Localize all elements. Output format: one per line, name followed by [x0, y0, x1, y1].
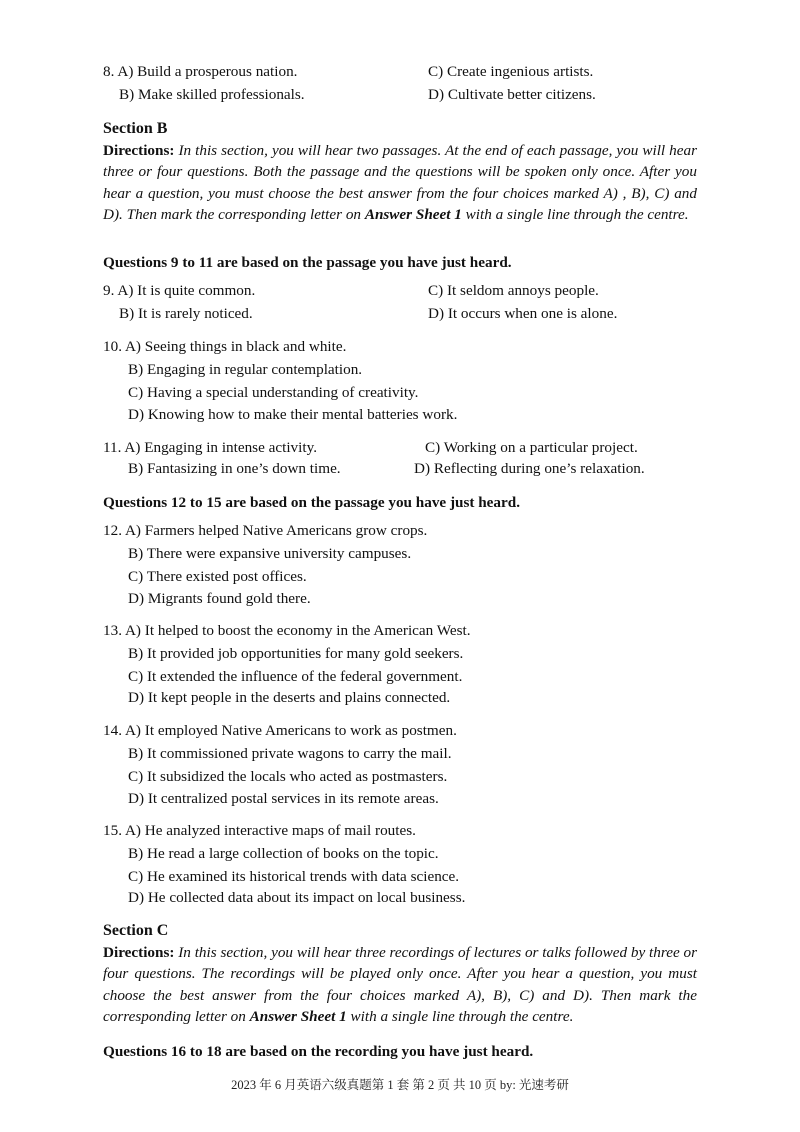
q12-option-b: B) There were expansive university campuses. — [128, 545, 412, 562]
section-c-directions-label: Directions: — [103, 944, 175, 961]
q11-option-b: B) Fantasizing in one’s down time. — [128, 460, 341, 477]
q9-option-b: B) It is rarely noticed. — [119, 305, 253, 322]
q11-option-c: C) Working on a particular project. — [425, 439, 638, 456]
q9-option-c: C) It seldom annoys people. — [428, 282, 599, 299]
section-c-directions-end: with a single line through the centre. — [350, 1007, 574, 1025]
group-heading-9-11: Questions 9 to 11 are based on the passage you have just heard. — [103, 254, 512, 271]
section-b-answer-sheet: Answer Sheet 1 — [364, 205, 462, 223]
section-c-directions-text: In this section, you will hear three recordings of lectures or talks followed by three or four questions. The recordings will be played only once. After you hear a question, you must choose the best answer from the four choices marked A), B), C) and D). Then mark the corresponding letter on — [103, 944, 697, 1025]
section-b-directions-label: Directions: — [103, 142, 175, 159]
q8-option-b: B) Make skilled professionals. — [119, 86, 305, 103]
q10-option-d: D) Knowing how to make their mental batteries work. — [128, 406, 458, 423]
section-c-title: Section C — [103, 922, 169, 939]
section-b-directions-text: In this section, you will hear two passages. At the end of each passage, you will hear three or four questions. Both the passage and the questions will be spoken only once. After you hear a question, you must choose the best answer from the four choices marked A) , B), C) and D). Then mark the corresponding letter on — [103, 142, 698, 223]
q15-option-b: B) He read a large collection of books on the topic. — [128, 845, 439, 862]
section-c-directions — [103, 942, 697, 1027]
q13-option-b: B) It provided job opportunities for many gold seekers. — [128, 645, 464, 662]
q12-option-a: 12. A) Farmers helped Native Americans grow crops. — [103, 522, 428, 539]
q10-option-b: B) Engaging in regular contemplation. — [128, 361, 363, 378]
q8-option-c: C) Create ingenious artists. — [428, 63, 594, 80]
q15-option-c: C) He examined its historical trends with data science. — [128, 868, 460, 885]
q12-option-c: C) There existed post offices. — [128, 568, 307, 585]
section-b-directions — [103, 140, 697, 225]
q13-option-a: 13. A) It helped to boost the economy in the American West. — [103, 622, 471, 639]
q14-option-a: 14. A) It employed Native Americans to work as postmen. — [103, 722, 457, 739]
q12-option-d: D) Migrants found gold there. — [128, 590, 311, 607]
q15-option-d: D) He collected data about its impact on local business. — [128, 889, 466, 906]
q10-option-c: C) Having a special understanding of creativity. — [128, 384, 419, 401]
q9-option-a: 9. A) It is quite common. — [103, 282, 256, 299]
section-c-answer-sheet: Answer Sheet 1 — [249, 1007, 347, 1025]
q14-option-d: D) It centralized postal services in its remote areas. — [128, 790, 439, 807]
q8-option-d: D) Cultivate better citizens. — [428, 86, 596, 103]
q14-option-b: B) It commissioned private wagons to carry the mail. — [128, 745, 452, 762]
q15-option-a: 15. A) He analyzed interactive maps of mail routes. — [103, 822, 416, 839]
section-b-directions-end: with a single line through the centre. — [465, 205, 689, 223]
q11-option-d: D) Reflecting during one’s relaxation. — [414, 460, 645, 477]
group-heading-12-15: Questions 12 to 15 are based on the passage you have just heard. — [103, 494, 520, 511]
section-b-title: Section B — [103, 120, 168, 137]
q14-option-c: C) It subsidized the locals who acted as postmasters. — [128, 768, 448, 785]
q9-option-d: D) It occurs when one is alone. — [428, 305, 618, 322]
q13-option-d: D) It kept people in the deserts and plains connected. — [128, 689, 451, 706]
page-footer: 2023 年 6 月英语六级真题第 1 套 第 2 页 共 10 页 by: 光速考研 — [231, 1078, 569, 1092]
q13-option-c: C) It extended the influence of the federal government. — [128, 668, 463, 685]
q10-option-a: 10. A) Seeing things in black and white. — [103, 338, 347, 355]
q11-option-a: 11. A) Engaging in intense activity. — [103, 439, 317, 456]
q8-option-a: 8. A) Build a prosperous nation. — [103, 63, 298, 80]
group-heading-16-18: Questions 16 to 18 are based on the recording you have just heard. — [103, 1043, 534, 1060]
